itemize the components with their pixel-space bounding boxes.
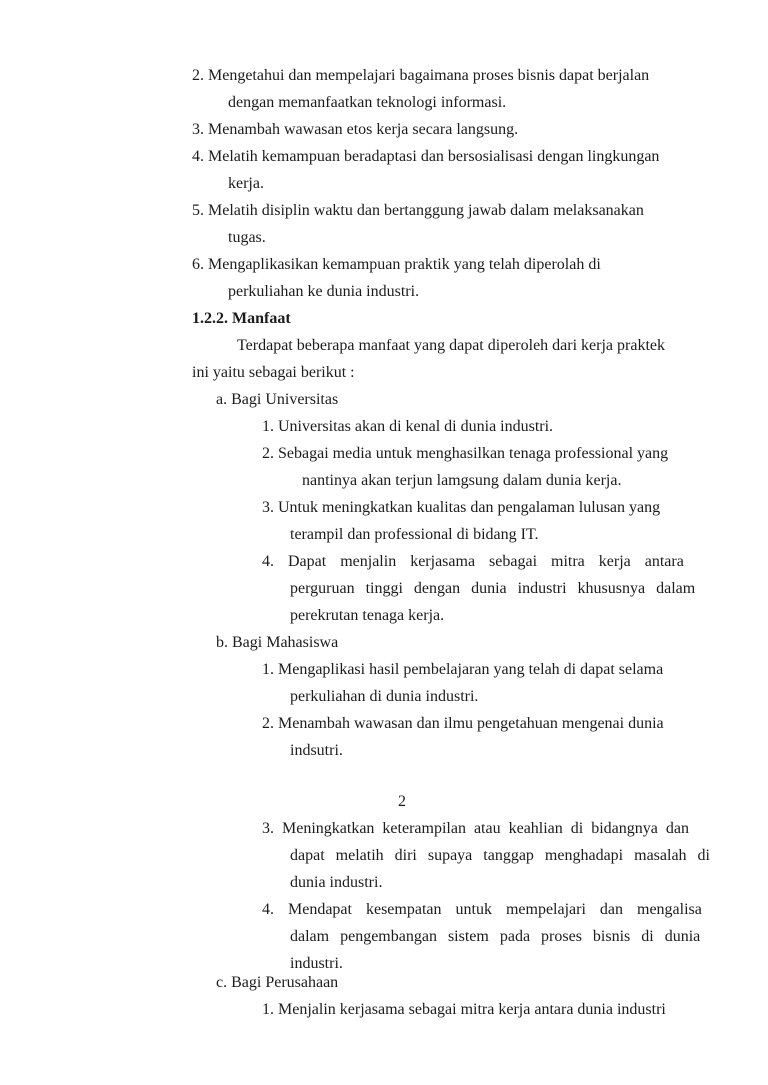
section-b-item-4-wrap-1: dalam pengembangan sistem pada proses bisnis di dunia: [290, 928, 701, 945]
objective-item-6-wrap: perkuliahan ke dunia industri.: [228, 283, 420, 300]
section-b-item-4: 4. Mendapat kesempatan untuk mempelajari dan mengalisa: [262, 901, 702, 918]
objective-item-3: 3. Menambah wawasan etos kerja secara langsung.: [192, 121, 519, 138]
section-a-item-4-wrap-2: perekrutan tenaga kerja.: [290, 607, 445, 624]
section-heading: 1.2.2. Manfaat: [192, 310, 291, 327]
objective-item-5-wrap: tugas.: [228, 229, 266, 246]
section-label-b: b. Bagi Mahasiswa: [216, 634, 339, 651]
intro-paragraph-line-2: ini yaitu sebagai berikut :: [192, 364, 355, 381]
section-b-item-2: 2. Menambah wawasan dan ilmu pengetahuan mengenai dunia: [262, 715, 664, 732]
section-b-item-2-wrap: indsutri.: [290, 742, 343, 759]
section-label-c: c. Bagi Perusahaan: [216, 974, 339, 991]
section-b-item-1-wrap: perkuliahan di dunia industri.: [290, 688, 479, 705]
section-a-item-2: 2. Sebagai media untuk menghasilkan tenaga professional yang: [262, 445, 669, 462]
section-a-item-1: 1. Universitas akan di kenal di dunia industri.: [262, 418, 554, 435]
page-number: 2: [398, 793, 406, 810]
section-a-item-4: 4. Dapat menjalin kerjasama sebagai mitra kerja antara: [262, 553, 684, 570]
section-b-item-3-wrap-1: dapat melatih diri supaya tanggap menghadapi masalah di: [290, 847, 710, 864]
section-a-item-3: 3. Untuk meningkatkan kualitas dan pengalaman lulusan yang: [262, 499, 661, 516]
objective-item-5: 5. Melatih disiplin waktu dan bertanggung jawab dalam melaksanakan: [192, 202, 644, 219]
objective-item-4: 4. Melatih kemampuan beradaptasi dan bersosialisasi dengan lingkungan: [192, 148, 660, 165]
intro-paragraph-line-1: Terdapat beberapa manfaat yang dapat diperoleh dari kerja praktek: [237, 337, 665, 354]
section-b-item-3: 3. Meningkatkan keterampilan atau keahlian di bidangnya dan: [262, 820, 689, 837]
section-b-item-4-wrap-2: industri.: [290, 955, 343, 972]
section-b-item-1: 1. Mengaplikasi hasil pembelajaran yang telah di dapat selama: [262, 661, 664, 678]
objective-item-4-wrap: kerja.: [228, 175, 264, 192]
section-b-item-3-wrap-2: dunia industri.: [290, 874, 383, 891]
page-content: [0, 62, 768, 1023]
objective-item-2-wrap: dengan memanfaatkan teknologi informasi.: [228, 94, 507, 111]
objective-item-6: 6. Mengaplikasikan kemampuan praktik yang telah diperolah di: [192, 256, 601, 273]
section-a-item-4-wrap-1: perguruan tinggi dengan dunia industri khususnya dalam: [290, 580, 696, 597]
section-c-item-1: 1. Menjalin kerjasama sebagai mitra kerja antara dunia industri: [262, 1001, 666, 1018]
section-a-item-2-wrap: nantinya akan terjun lamgsung dalam dunia kerja.: [302, 472, 622, 489]
section-a-item-3-wrap: terampil dan professional di bidang IT.: [290, 526, 539, 543]
objective-item-2: 2. Mengetahui dan mempelajari bagaimana proses bisnis dapat berjalan: [192, 67, 650, 84]
section-label-a: a. Bagi Universitas: [216, 391, 339, 408]
